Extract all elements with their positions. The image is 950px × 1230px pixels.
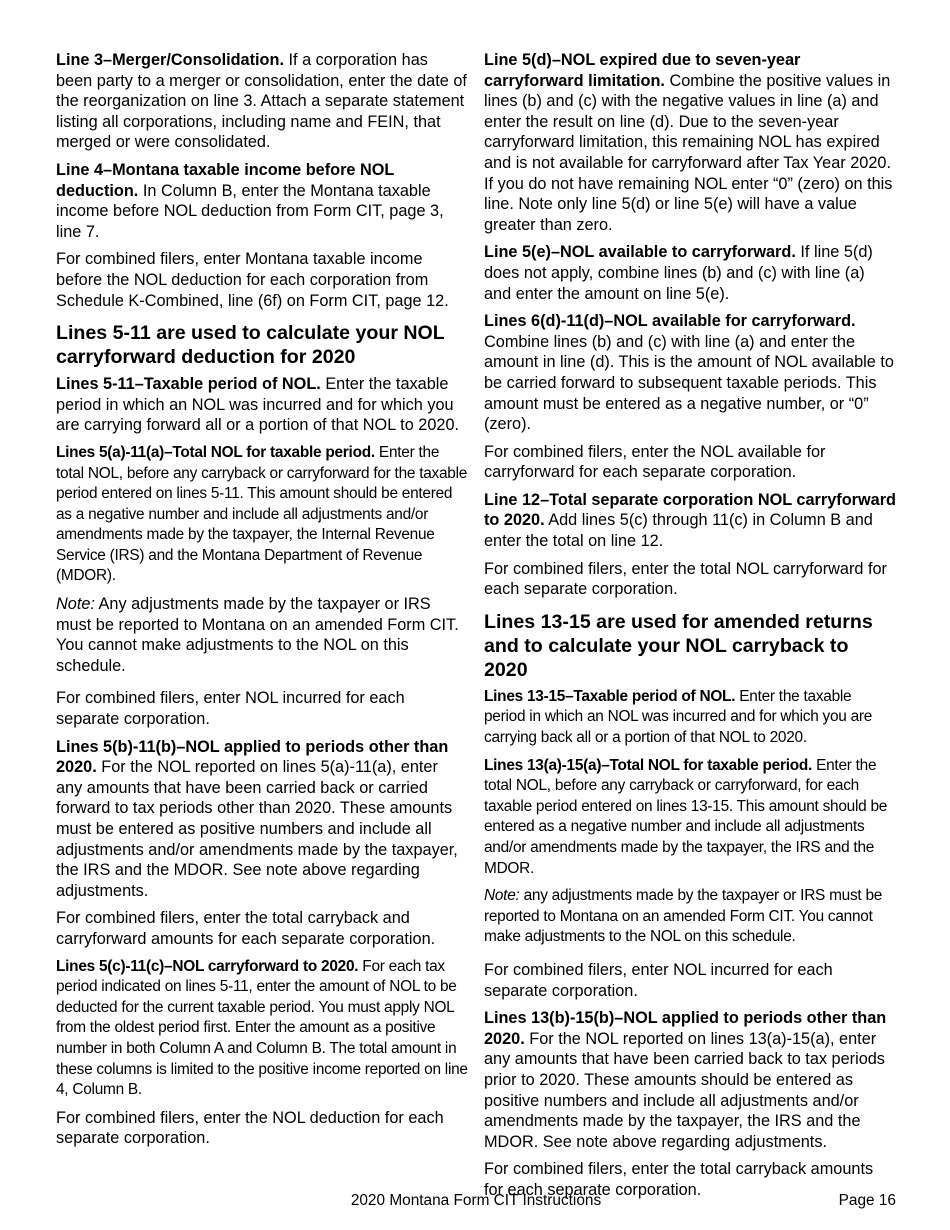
paragraph-combined-filers — [484, 960, 896, 1001]
paragraph-text: For combined filers, enter the NOL available for carryforward for each separate corporation. — [484, 442, 826, 482]
paragraph-text: For combined filers, enter Montana taxable income before the NOL deduction for each corporation from Schedule K-Combined, line (6f) on Form CIT, page 12. — [56, 250, 449, 310]
paragraph-text: For combined filers, enter NOL incurred for each separate corporation. — [484, 960, 833, 1000]
paragraph-text: For combined filers, enter the total NOL carryforward for each separate corporation. — [484, 559, 887, 599]
note-label: Note: — [56, 595, 95, 614]
paragraph-heading: Lines 13(b)-15(b)–NOL applied to periods other than 2020. — [484, 1009, 887, 1048]
paragraph-heading: Lines 13-15–Taxable period of NOL. — [484, 687, 736, 705]
paragraph-lines-5-11 — [56, 374, 468, 436]
paragraph-line-4 — [56, 160, 468, 242]
paragraph-heading: Lines 13(a)-15(a)–Total NOL for taxable period. — [484, 756, 813, 774]
paragraph-text: For combined filers, enter the total carryback and carryforward amounts for each separate corporation. — [56, 909, 436, 948]
paragraph-line-3 — [56, 50, 468, 153]
note-label: Note: — [484, 887, 520, 905]
paragraph-combined-filers — [56, 1108, 468, 1149]
paragraph-combined-filers — [484, 442, 896, 483]
paragraph-line-12 — [484, 490, 896, 552]
page-number: Page 16 — [838, 1192, 896, 1209]
paragraph-text: For each tax period indicated on lines 5-11, enter the amount of NOL to be deducted for the current taxable period. You must apply NOL from the oldest period first. Enter the amount as a positive number in both Column A and Column B. The total amount in these columns is limited to the positive income reported on line 4, Column B. — [56, 957, 468, 1099]
paragraph-text: For combined filers, enter the total carryback amounts for each separate corporation. — [484, 1160, 874, 1199]
section-heading-lines-5-11: Lines 5-11 are used to calculate your NOL carryforward deduction for 2020 — [56, 322, 445, 369]
paragraph-text: Enter the total NOL, before any carryback or carryforward, for each taxable period entered on lines 13-15. This amount should be entered as a negative number and include all adjustments and/or amendments made by the taxpayer, the IRS and the MDOR. — [484, 756, 888, 877]
paragraph-text: In Column B, enter the Montana taxable income before NOL deduction from Form CIT, page 3, line 7. — [56, 181, 444, 241]
paragraph-note — [484, 886, 896, 948]
paragraph-combined-filers — [56, 688, 468, 729]
paragraph-lines-5c-11c — [56, 957, 468, 1101]
paragraph-lines-5b-11b — [56, 737, 468, 902]
footer-title: 2020 Montana Form CIT Instructions — [350, 1192, 602, 1209]
paragraph-heading: Lines 5(b)-11(b)–NOL applied to periods other than 2020. — [56, 737, 449, 777]
paragraph-combined-filers — [56, 908, 468, 949]
paragraph-text: For combined filers, enter NOL incurred for each separate corporation. — [56, 689, 405, 729]
paragraph-text: For the NOL reported on lines 5(a)-11(a), enter any amounts that have been carried back or carried forward to tax periods other than 2020. These amounts must be entered as positive numbers and include all adjustments and/or amendments made by the taxpayer, the IRS and the MDOR. See note above regarding adjustments. — [56, 758, 458, 900]
paragraph-text: Combine lines (b) and (c) with line (a) and enter the amount in line (d). This is the amount of NOL available to be carried forward to subsequent taxable periods. This amount must be entered as a negative number, or “0” (zero). — [484, 332, 894, 434]
paragraph-lines-13a-15a — [484, 756, 896, 880]
paragraph-note — [56, 594, 468, 676]
paragraph-text: If line 5(d) does not apply, combine lines (b) and (c) with line (a) and enter the amount on line 5(e). — [484, 243, 873, 303]
paragraph-heading: Lines 5(a)-11(a)–Total NOL for taxable period. — [56, 443, 375, 461]
paragraph-text: Any adjustments made by the taxpayer or IRS must be reported to Montana on an amended Form CIT. You cannot make adjustments to the NOL on this schedule. — [56, 595, 459, 675]
paragraph-heading: Lines 5-11–Taxable period of NOL. — [56, 375, 321, 394]
paragraph-text: Combine the positive values in lines (b) and (c) with the negative values in line (a) and enter the result on line (d). Due to the seven-year carryforward limitation, this remaining NOL has expired and is not available for carryforward after Tax Year 2020. If you do not have remaining NOL enter “0” (zero) on this line. Note only line 5(d) or line 5(e) will have a value greater than zero. — [484, 71, 893, 234]
paragraph-heading: Line 3–Merger/Consolidation. — [56, 51, 284, 69]
paragraph-lines-13-15 — [484, 687, 896, 749]
paragraph-line-5d — [484, 50, 896, 235]
left-column — [56, 50, 468, 1156]
paragraph-text: If a corporation has been party to a merger or consolidation, enter the date of the reorganization on line 3. Attach a separate statement listing all corporations, including name and FEIN, that merged or were consolidated. — [56, 51, 467, 152]
paragraph-line-5e — [484, 242, 896, 304]
paragraph-text: Enter the taxable period in which an NOL was incurred and for which you are carrying forward all or a portion of that NOL to 2020. — [56, 375, 460, 435]
paragraph-combined-filers — [56, 249, 468, 311]
section-heading-lines-13-15: Lines 13-15 are used for amended returns and to calculate your NOL carryback to 2020 — [484, 610, 873, 681]
paragraph-heading: Lines 6(d)-11(d)–NOL available for carryforward. — [484, 312, 856, 331]
right-column — [484, 50, 896, 1208]
paragraph-text: Enter the total NOL, before any carryback or carryforward for the taxable period entered on lines 5-11. This amount should be entered as a negative number and include all adjustments and/or amendments made by the taxpayer, the Internal Revenue Service (IRS) and the Montana Department of Revenue (MDOR). — [56, 443, 468, 585]
paragraph-text: For combined filers, enter the NOL deduction for each separate corporation. — [56, 1108, 444, 1148]
paragraph-text: For the NOL reported on lines 13(a)-15(a), enter any amounts that have been carried back to tax periods prior to 2020. These amounts should be entered as positive numbers and include all adjustments and/or amendments made by the taxpayer, the IRS and the MDOR. See note above regarding adjustments. — [484, 1029, 885, 1151]
paragraph-heading: Line 5(e)–NOL available to carryforward. — [484, 243, 796, 262]
paragraph-heading: Line 5(d)–NOL expired due to seven-year carryforward limitation. — [484, 51, 801, 90]
paragraph-text: Enter the taxable period in which an NOL was incurred and for which you are carrying back all or a portion of that NOL to 2020. — [484, 687, 873, 747]
paragraph-lines-13b-15b — [484, 1008, 896, 1152]
paragraph-heading: Line 12–Total separate corporation NOL carryforward to 2020. — [484, 490, 896, 530]
paragraph-lines-6d-11d — [484, 311, 896, 435]
paragraph-text: Add lines 5(c) through 11(c) in Column B and enter the total on line 12. — [484, 511, 873, 551]
paragraph-lines-5a-11a — [56, 443, 468, 587]
paragraph-heading: Line 4–Montana taxable income before NOL deduction. — [56, 160, 395, 200]
paragraph-heading: Lines 5(c)-11(c)–NOL carryforward to 2020. — [56, 957, 359, 975]
paragraph-combined-filers — [484, 559, 896, 600]
paragraph-text: any adjustments made by the taxpayer or IRS must be reported to Montana on an amended Form CIT. You cannot make adjustments to the NOL on this schedule. — [484, 887, 883, 946]
